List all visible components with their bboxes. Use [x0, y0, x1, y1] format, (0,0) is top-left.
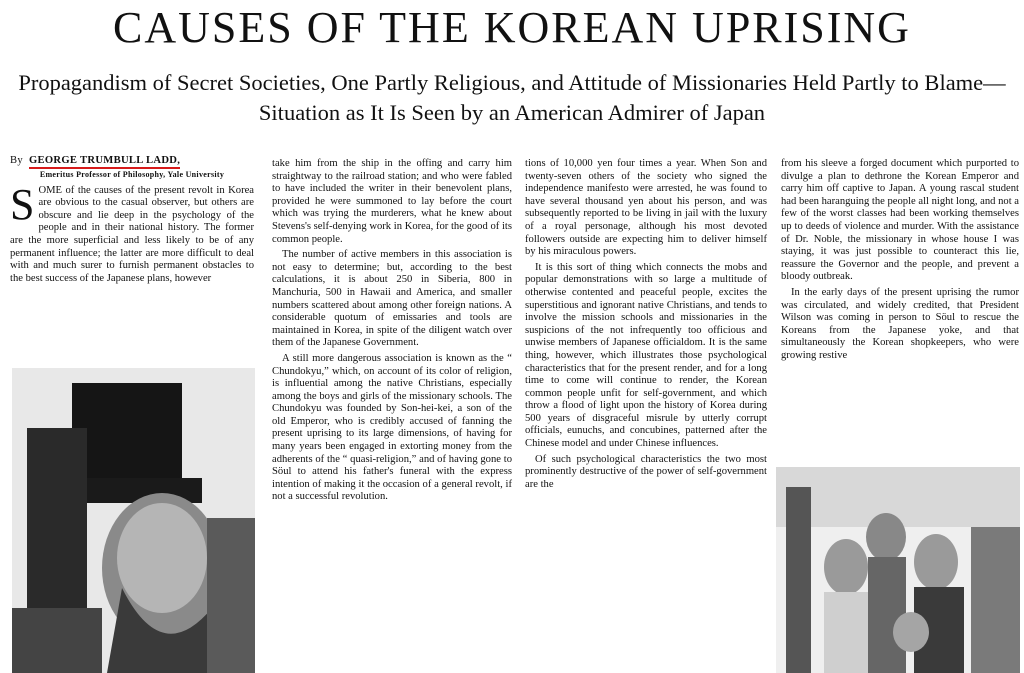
- subheadline: Propagandism of Secret Societies, One Partly Religious, and Attitude of Missionaries Held Partly to Blame—Situation as It Is Seen by an American Admirer of Japan: [18, 70, 1006, 125]
- col2-paragraph: take him from the ship in the offing and carry him straightway to the railroad station; and who were fabled to have included the writer in their benevolent plans, provided he were summoned to lay before the court which was trying the murderers, what he knew about Stevens's self-denying work in Korea, for the good of its common people.: [272, 158, 512, 245]
- col3-paragraph: It is this sort of thing which connects the mobs and popular demonstrations with so large a multitude of otherwise contented and peaceful people, excites the superstitious and ignorant native Christians, and tends to involve the mission schools and missionaries in the suspicions of the not infrequently too officious and unwise members of Japanese officialdom. It is the same thing, however, which illustrates those psychological characteristics that for the present render, and for a long time to come will continue to render, the Korean common people unfit for self-government, and which throw a flood of light upon the history of Korea during 500 years of disgraceful misrule by utterly corrupt officials, eunuchs, and concubines, patterned after the Chinese model and under Chinese influences.: [525, 261, 767, 450]
- column-1: [10, 155, 254, 288]
- col2-paragraph: A still more dangerous association is known as the “ Chundokyu,” which, on account of its color of religion, is influential among the native Christians, especially among the boys and girls of the missionary schools. The Chundokyu was founded by Son-hei-kei, a son of the old Emperor, who is credibly accused of fanning the present uprising to its large dimensions, of having for many years been engaged in extorting money from the adherents of the “ quasi-religion,” and of having gone to Söul to attend his father's funeral with the express intention of making it the occasion of a general revolt, if not a successful revolution.: [272, 352, 512, 503]
- column-3: [525, 158, 767, 494]
- lead-paragraph: [10, 179, 254, 286]
- col3-paragraph: Of such psychological characteristics the two most prominently destructive of the power of self-government are the: [525, 453, 767, 490]
- col4-paragraph: from his sleeve a forged document which purported to divulge a plan to dethrone the Korean Emperor and carry him off captive to Japan. A young rascal student had been haranguing the people all night long, and not a few of the worst classes had been working themselves up to deeds of violence and murder. With the assistance of Dr. Noble, the missionary in whose house I was staying, it was just possible to counteract this lie, reassure the Governor and the people, and prevent a bloody outbreak.: [781, 158, 1019, 283]
- column-4: [781, 158, 1019, 366]
- drop-cap: S: [10, 179, 35, 229]
- col2-paragraph: The number of active members in this association is not easy to determine; but, according to the best calculations, it is about 250 in Siberia, 800 in Manchuria, 500 in Hawaii and America, and smaller numbers scattered about among other foreign nations. A considerable quotum of emissaries and tools are maintained in Korea, in spite of the diligent watch over them of the Japanese Government.: [272, 249, 512, 349]
- byline: [10, 155, 254, 168]
- col3-paragraph: tions of 10,000 yen four times a year. When Son and twenty-seven others of the society who signed the independence manifesto were arrested, he was found to have several thousand yen about his person, and was subsequently reported to be living in jail with the luxury of a royal personage, although his most devoted followers outside are expecting him to deliver himself by his miraculous powers.: [525, 158, 767, 258]
- author-title: Emeritus Professor of Philosophy, Yale University: [39, 169, 225, 179]
- photo-korean-group: [776, 467, 1020, 673]
- author-name: GEORGE TRUMBULL LADD,: [29, 155, 180, 169]
- lead-paragraph-text: OME of the causes of the present revolt in Korea are obvious to the casual observer, but others are obscure and lie deep in the psychology of the people and in their national history. The former are the more superficial and less likely to be of any permanent influence; the latter are more difficult to deal with and much surer to furnish permanent obstacles to the best success of the Japanese plans, however: [10, 184, 254, 284]
- byline-by: By: [10, 155, 23, 166]
- column-2: [272, 158, 512, 507]
- col4-paragraph: In the early days of the present uprising the rumor was circulated, and widely credited, that President Wilson was coming in person to Söul to rescue the Koreans from the Japanese yoke, and that simultaneously the Korean shopkeepers, who were growing restive: [781, 286, 1019, 361]
- photo-korean-elder: [12, 368, 255, 673]
- photo-korean-elder-image: [12, 368, 255, 673]
- photo-korean-group-image: [776, 467, 1020, 673]
- headline: CAUSES OF THE KOREAN UPRISING: [113, 3, 911, 52]
